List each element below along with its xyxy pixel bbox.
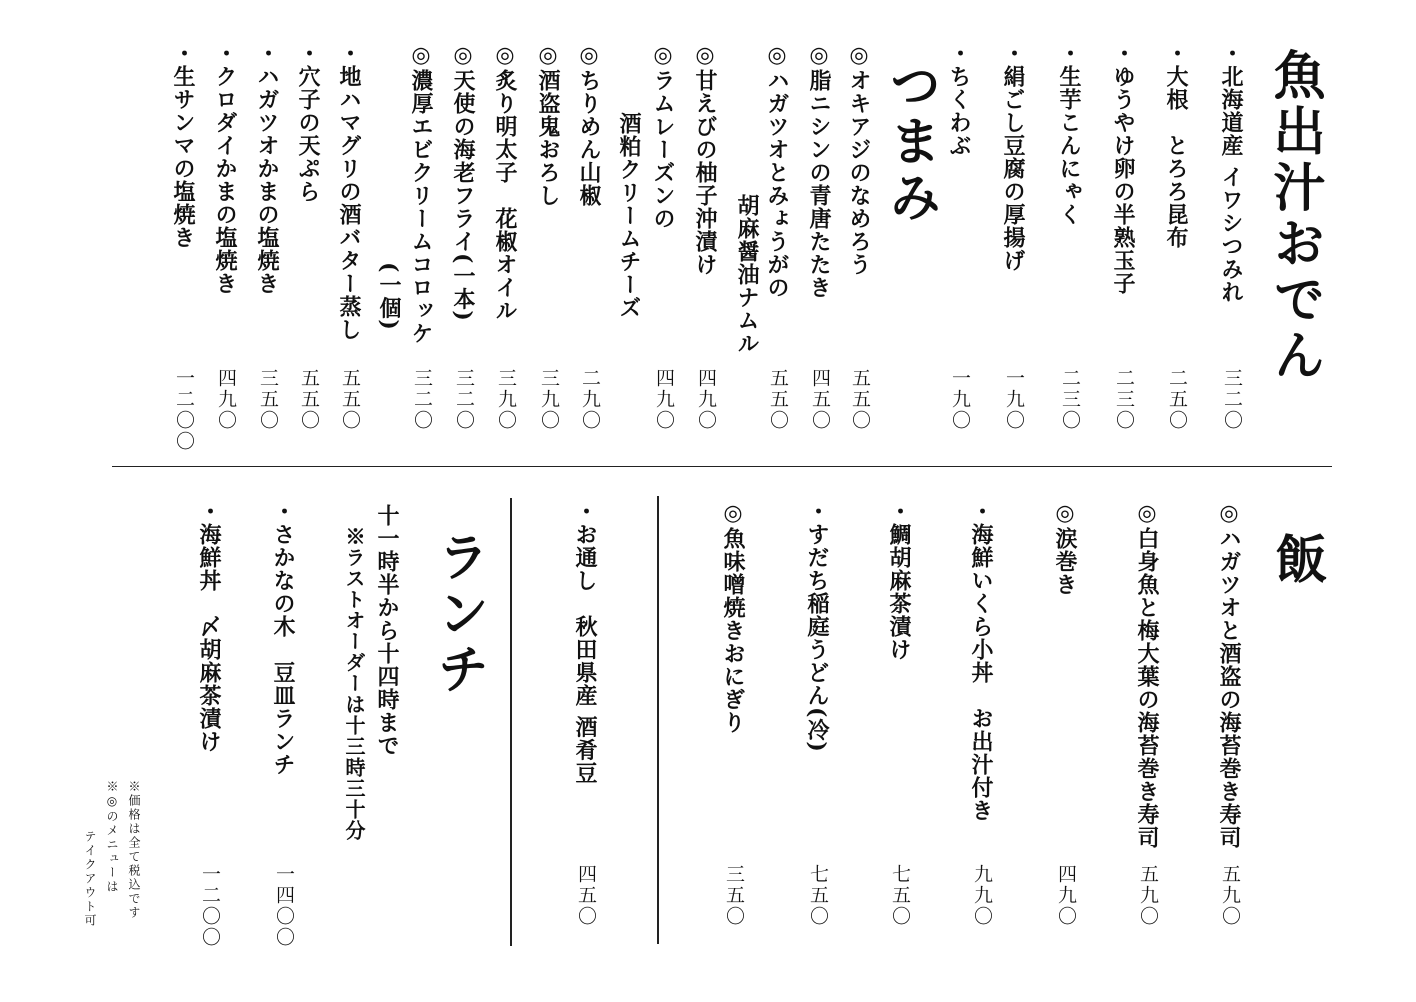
menu-item-price: 四九〇 bbox=[1055, 864, 1077, 927]
menu-item-price: 四九〇 bbox=[695, 368, 717, 431]
menu-item-name: ・鯛胡麻茶漬け bbox=[886, 500, 912, 661]
menu-item-name-continued: 酒粕クリームチーズ bbox=[616, 112, 642, 319]
menu-item-name: ・穴子の天ぷら bbox=[295, 42, 321, 203]
takeout-note: ※◎のメニューは bbox=[105, 780, 119, 894]
lunch-title: ランチ bbox=[428, 530, 489, 698]
menu-item-name: ・海鮮丼 〆胡麻茶漬け bbox=[196, 500, 222, 753]
tax-note: ※価格は全て税込です bbox=[127, 780, 141, 920]
menu-item-name: ・ゆうやけ卵の半熟玉子 bbox=[1110, 42, 1136, 295]
menu-item-price: 三五〇 bbox=[257, 368, 279, 431]
column-divider bbox=[657, 496, 659, 944]
menu-item-price: 九九〇 bbox=[971, 864, 993, 927]
menu-item-price: 一四〇〇 bbox=[273, 864, 295, 948]
menu-item-name: ◎ハガツオとみょうがの bbox=[764, 42, 790, 299]
menu-item-price: 五五〇 bbox=[767, 368, 789, 431]
menu-item-price: 二三〇 bbox=[1113, 368, 1135, 431]
menu-item-price: 三五〇 bbox=[723, 864, 745, 927]
menu-item-name: ・大根 とろろ昆布 bbox=[1163, 42, 1189, 249]
menu-item-name: ◎白身魚と梅大葉の海苔巻き寿司 bbox=[1134, 500, 1160, 849]
menu-item-price: 五九〇 bbox=[1219, 864, 1241, 927]
lunch-hours: 十一時半から十四時まで bbox=[374, 504, 400, 757]
menu-item-price: 七五〇 bbox=[807, 864, 829, 927]
menu-item-name: ◎酒盗鬼おろし bbox=[535, 42, 561, 207]
menu-item-price: 三九〇 bbox=[538, 368, 560, 431]
menu-item-price: 一二〇〇 bbox=[173, 368, 195, 452]
menu-item-name: ・生サンマの塩焼き bbox=[170, 42, 196, 249]
menu-item-name: ・地ハマグリの酒バター蒸し bbox=[336, 42, 362, 341]
menu-item-name: ・北海道産 イワシつみれ bbox=[1218, 42, 1244, 304]
menu-item-name: ◎オキアジのなめろう bbox=[846, 42, 872, 276]
menu-item-price: 五五〇 bbox=[298, 368, 320, 431]
menu-item-price: 四五〇 bbox=[809, 368, 831, 431]
otoshi-price: 四五〇 bbox=[575, 864, 597, 927]
menu-item-name: ・生芋こんにゃく bbox=[1056, 42, 1082, 226]
menu-item-price: 一二〇〇 bbox=[199, 864, 221, 948]
menu-item-name: ◎脂ニシンの青唐たたき bbox=[806, 42, 832, 299]
menu-item-name: ◎ハガツオと酒盗の海苔巻き寿司 bbox=[1216, 500, 1242, 849]
menu-item-name: ◎涙巻き bbox=[1052, 500, 1078, 596]
oden-title: 魚出汁おでん bbox=[1264, 48, 1325, 384]
section-divider bbox=[112, 466, 1332, 467]
menu-item-name: ・すだち稲庭うどん(冷) bbox=[804, 500, 830, 753]
menu-item-price: 二九〇 bbox=[579, 368, 601, 431]
menu-item-name: ◎ちりめん山椒 bbox=[576, 42, 602, 207]
menu-item-name: ◎ラムレーズンの bbox=[650, 42, 676, 230]
menu-item-name: ・さかなの木 豆皿ランチ bbox=[270, 500, 296, 776]
otoshi-name: ・お通し 秋田県産 酒肴豆 bbox=[572, 500, 598, 785]
menu-item-name: ◎魚味噌焼きおにぎり bbox=[720, 500, 746, 734]
menu-item-price: 二五〇 bbox=[1166, 368, 1188, 431]
menu-item-price: 三九〇 bbox=[495, 368, 517, 431]
menu-item-name-continued: (一個) bbox=[376, 262, 402, 331]
menu-item-price: 二三〇 bbox=[1059, 368, 1081, 431]
menu-item-price: 一九〇 bbox=[949, 368, 971, 431]
menu-item-price: 三二〇 bbox=[411, 368, 433, 431]
menu-item-price: 七五〇 bbox=[889, 864, 911, 927]
menu-item-price: 一九〇 bbox=[1003, 368, 1025, 431]
menu-item-name: ・海鮮いくら小丼 お出汁付き bbox=[968, 500, 994, 822]
menu-item-name: ◎炙り明太子 花椒オイル bbox=[492, 42, 518, 322]
menu-item-price: 四九〇 bbox=[653, 368, 675, 431]
menu-item-name: ・クロダイかまの塩焼き bbox=[212, 42, 238, 295]
menu-item-price: 三二〇 bbox=[1221, 368, 1243, 431]
menu-item-price: 五五〇 bbox=[849, 368, 871, 431]
menu-item-name: ◎濃厚エビクリームコロッケ bbox=[408, 42, 434, 345]
meshi-title: 飯 bbox=[1266, 532, 1327, 588]
menu-item-price: 五九〇 bbox=[1137, 864, 1159, 927]
menu-item-name: ・絹ごし豆腐の厚揚げ bbox=[1000, 42, 1026, 272]
menu-item-price: 三二〇 bbox=[453, 368, 475, 431]
takeout-note-continued: テイクアウト可 bbox=[83, 830, 97, 928]
menu-item-name: ・ちくわぶ bbox=[946, 42, 972, 157]
tsumami-title: つまみ bbox=[880, 58, 941, 226]
menu-item-name: ◎天使の海老フライ(一本) bbox=[450, 42, 476, 322]
menu-item-name: ◎甘えびの柚子沖漬け bbox=[692, 42, 718, 276]
menu-item-name: ・ハガツオかまの塩焼き bbox=[254, 42, 280, 295]
menu-item-price: 五五〇 bbox=[339, 368, 361, 431]
menu-item-name-continued: 胡麻醤油ナムル bbox=[734, 194, 760, 355]
column-divider bbox=[510, 498, 512, 946]
lunch-last-order: ※ラストオーダーは十三時三十分 bbox=[342, 526, 366, 841]
menu-item-price: 四九〇 bbox=[215, 368, 237, 431]
